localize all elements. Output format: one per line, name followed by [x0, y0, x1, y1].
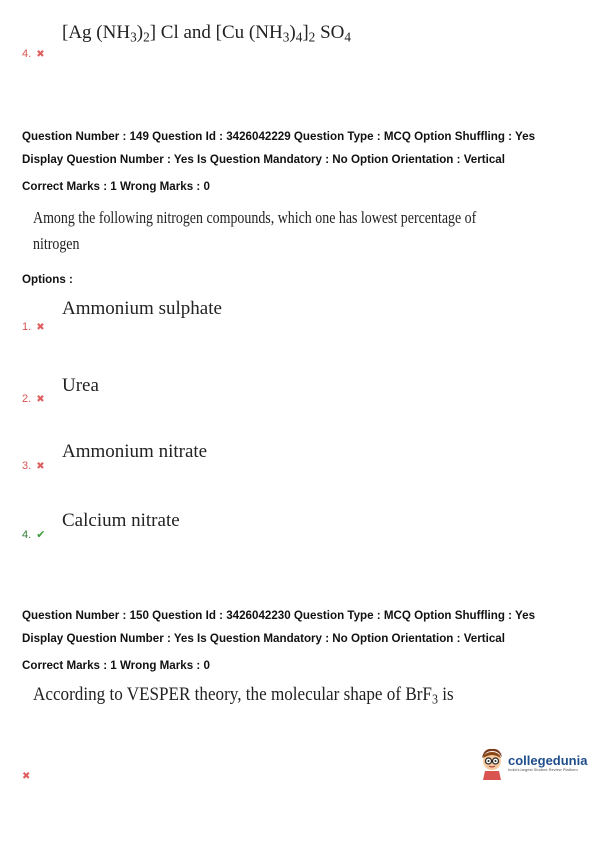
mascot-icon: [478, 746, 506, 780]
q149-option-3-text: Ammonium nitrate: [62, 441, 208, 462]
cross-icon: ✖: [36, 460, 45, 472]
check-icon: ✔: [36, 529, 46, 541]
prev-option-4-text: [Ag $(NH_3)_2$] Cl and [Cu $(NH_3)_4]_2$ $SO_4$: [62, 22, 352, 45]
q149-option-1-number: 1. ✖: [22, 321, 45, 333]
prev-option-4-number: 4. ✖: [22, 48, 45, 60]
q149-option-2-text: Urea: [62, 375, 99, 396]
q150-meta-line2: Display Question Number : Yes Is Question Mandatory : No Option Orientation : Vertical: [22, 632, 505, 645]
cross-icon: ✖: [36, 48, 45, 60]
q149-meta-line1: Question Number : 149 Question Id : 3426042229 Question Type : MCQ Option Shuffling : Yes: [22, 130, 536, 143]
brand-tagline: India's largest Student Review Platform: [508, 766, 578, 772]
q149-options-label: Options :: [22, 273, 73, 286]
q150-meta-line1: Question Number : 150 Question Id : 3426042230 Question Type : MCQ Option Shuffling : Yes: [22, 609, 536, 622]
cross-icon: ✖: [36, 321, 45, 333]
q149-option-4-text: Calcium nitrate: [62, 510, 180, 531]
brand-name: collegedunia: [508, 752, 588, 768]
cross-icon: ✖: [36, 393, 45, 405]
q150-meta-line3: Correct Marks : 1 Wrong Marks : 0: [22, 659, 210, 672]
q149-question-line1: Among the following nitrogen compounds, which one has lowest percentage of: [33, 208, 477, 227]
q149-option-1-text: Ammonium sulphate: [62, 298, 222, 319]
q149-option-3-number: 3. ✖: [22, 460, 45, 472]
collegedunia-logo: [478, 746, 587, 780]
q149-option-2-number: 2. ✖: [22, 393, 45, 405]
q150-option-1-mark: [22, 771, 30, 782]
q150-question-text: According to VESPER theory, the molecular shape of BrF$_3$ is: [33, 684, 454, 707]
q149-option-4-number: 4. ✔: [22, 528, 46, 541]
q149-meta-line2: Display Question Number : Yes Is Question Mandatory : No Option Orientation : Vertical: [22, 153, 505, 166]
q149-meta-line3: Correct Marks : 1 Wrong Marks : 0: [22, 180, 210, 193]
cross-icon: ✖: [22, 771, 31, 782]
q149-question-line2: nitrogen: [33, 234, 80, 253]
